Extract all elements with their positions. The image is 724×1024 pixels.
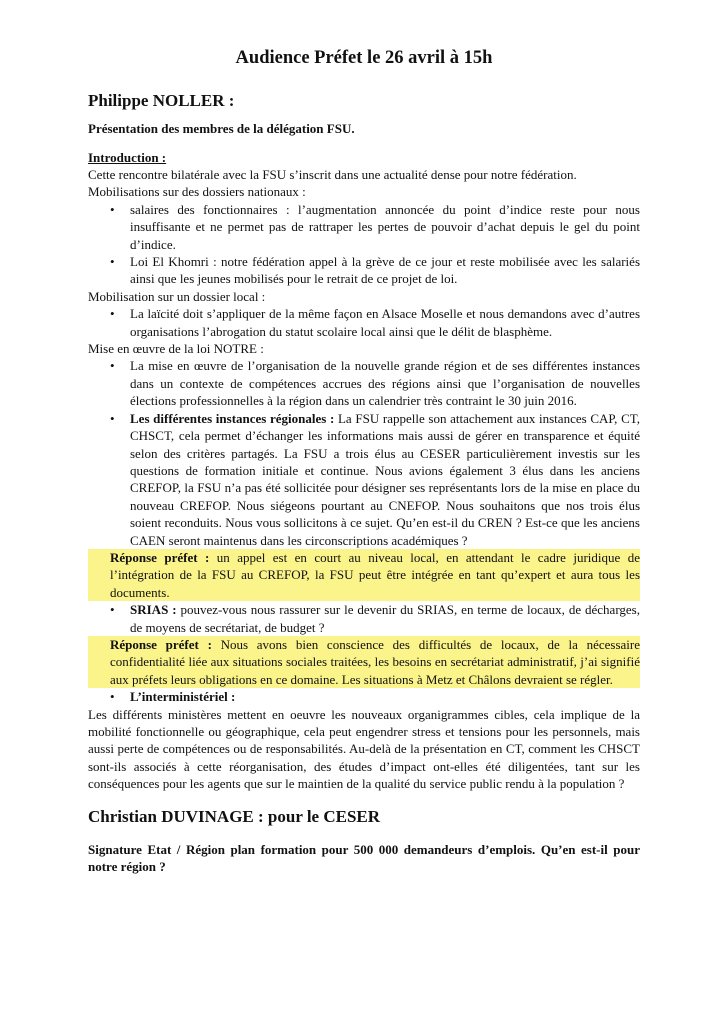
srias-label: SRIAS :: [130, 602, 177, 618]
interministeriel-list: [88, 688, 640, 705]
list-item: • salaires des fonctionnaires : l’augmentation annoncée du point d’indice reste pour nous insuffisante et ne permet pas de rattraper les pertes de pouvoir d’achat depuis le gel du point d’indice.: [110, 201, 640, 252]
local-list: [88, 305, 640, 340]
bullet-icon: •: [110, 410, 115, 426]
speaker-heading-noller: Philippe NOLLER :: [88, 91, 235, 110]
prefect-response-2: Réponse préfet : Nous avons bien conscience des difficultés de locaux, de la nécessaire confidentialité liée aux situations sociales traitées, les besoins en secrétariat administratif, j’ai signifié aux préfets leurs obligations en ce domaine. Les situations à Metz et Châlons devraient se régler.: [88, 636, 640, 688]
bullet-icon: •: [110, 306, 115, 322]
bullet-icon: •: [110, 689, 115, 705]
bullet-icon: •: [110, 602, 115, 618]
introduction-text: Cette rencontre bilatérale avec la FSU s’inscrit dans une actualité dense pour notre fédération.: [88, 167, 577, 182]
list-item: • SRIAS : pouvez-vous nous rassurer sur le devenir du SRIAS, en terme de locaux, de décharges, de moyens de secrétariat, de budget ?: [110, 602, 640, 635]
national-list: [88, 201, 640, 288]
list-item: • La mise en œuvre de l’organisation de la nouvelle grande région et de ses différentes instances dans un contexte de compétences accrues des régions ainsi que l’organisation de nouvelles élections professionnelles à la région dans un calendrier très contraint le 30 juin 2016.: [110, 358, 640, 409]
list-item: • Loi El Khomri : notre fédération appel à la grève de ce jour et reste mobilisée avec les salariés ainsi que les jeunes mobilisés pour le retrait de ce projet de loi.: [110, 254, 640, 287]
delegation-presentation: Présentation des membres de la délégation FSU.: [88, 121, 355, 136]
national-heading: Mobilisations sur des dossiers nationaux :: [88, 184, 306, 200]
list-item: [110, 688, 640, 705]
notre-list: [88, 357, 640, 548]
signature-question: Signature Etat / Région plan formation pour 500 000 demandeurs d’emplois. Qu’en est-il pour notre région ?: [88, 841, 640, 875]
local-heading: Mobilisation sur un dossier local :: [88, 288, 266, 304]
bullet-icon: •: [110, 254, 115, 270]
list-item: • La laïcité doit s’appliquer de la même façon en Alsace Moselle et nous demandons avec d’autres organisations l’abrogation du statut scolaire local ainsi que le délit de blasphème.: [110, 306, 640, 339]
interministeriel-text: Les différents ministères mettent en oeuvre les nouveaux organigrammes cibles, cela implique de la mobilité fonctionnelle ou géographique, cela peut engendrer stress et tensions pour les personnels, mais aussi perte de compétences ou de responsabilités. Au-delà de la présentation en CT, comment les CHSCT sont-ils associés à cette réorganisation, des études d’impact ont-elles été diligentées, tant sur les conséquences pour les agents que sur le maintien de la qualité du service public rendu à la population ?: [88, 706, 640, 792]
instances-label: Les différentes instances régionales :: [130, 410, 335, 426]
speaker-heading-duvinage: Christian DUVINAGE : pour le CESER: [88, 806, 381, 826]
prefect-response-1: Réponse préfet : un appel est en court au niveau local, en attendant le cadre juridique de l’intégration de la FSU au CREFOP, la FSU peut être intégrée en tant qu’expert et aura tous les documents.: [88, 549, 640, 601]
list-item: • Les différentes instances régionales : La FSU rappelle son attachement aux instances CAP, CT, CHSCT, cela permet d’échanger les informations mais aussi de gérer en transparence et équité selon des critères partagés. La FSU a trois élus au CESER particulièrement investis sur les questions de formation initiale et continue. Nous avions également 3 élus dans les anciens CREFOP, la FSU n’a pas été sollicitée pour désigner ses représentants lors de la mise en place du nouveau CREFOP. Nous siégeons pourtant au CNEFOP. Nous souhaitons que nos trois élus soient reconduits. Nous vous sollicitons à ce sujet. Qu’en est-il du CREN ? Est-ce que les anciens CAEN seront maintenus dans les circonscriptions académiques ?: [110, 410, 640, 548]
introduction-heading: Introduction :: [88, 150, 167, 165]
bullet-icon: •: [110, 358, 115, 374]
notre-heading: Mise en œuvre de la loi NOTRE :: [88, 341, 264, 357]
bullet-icon: •: [110, 201, 115, 217]
document-page: [88, 48, 640, 875]
srias-list: [88, 601, 640, 636]
interministeriel-label: L’interministériel :: [130, 689, 236, 705]
page-title: Audience Préfet le 26 avril à 15h: [235, 48, 493, 68]
